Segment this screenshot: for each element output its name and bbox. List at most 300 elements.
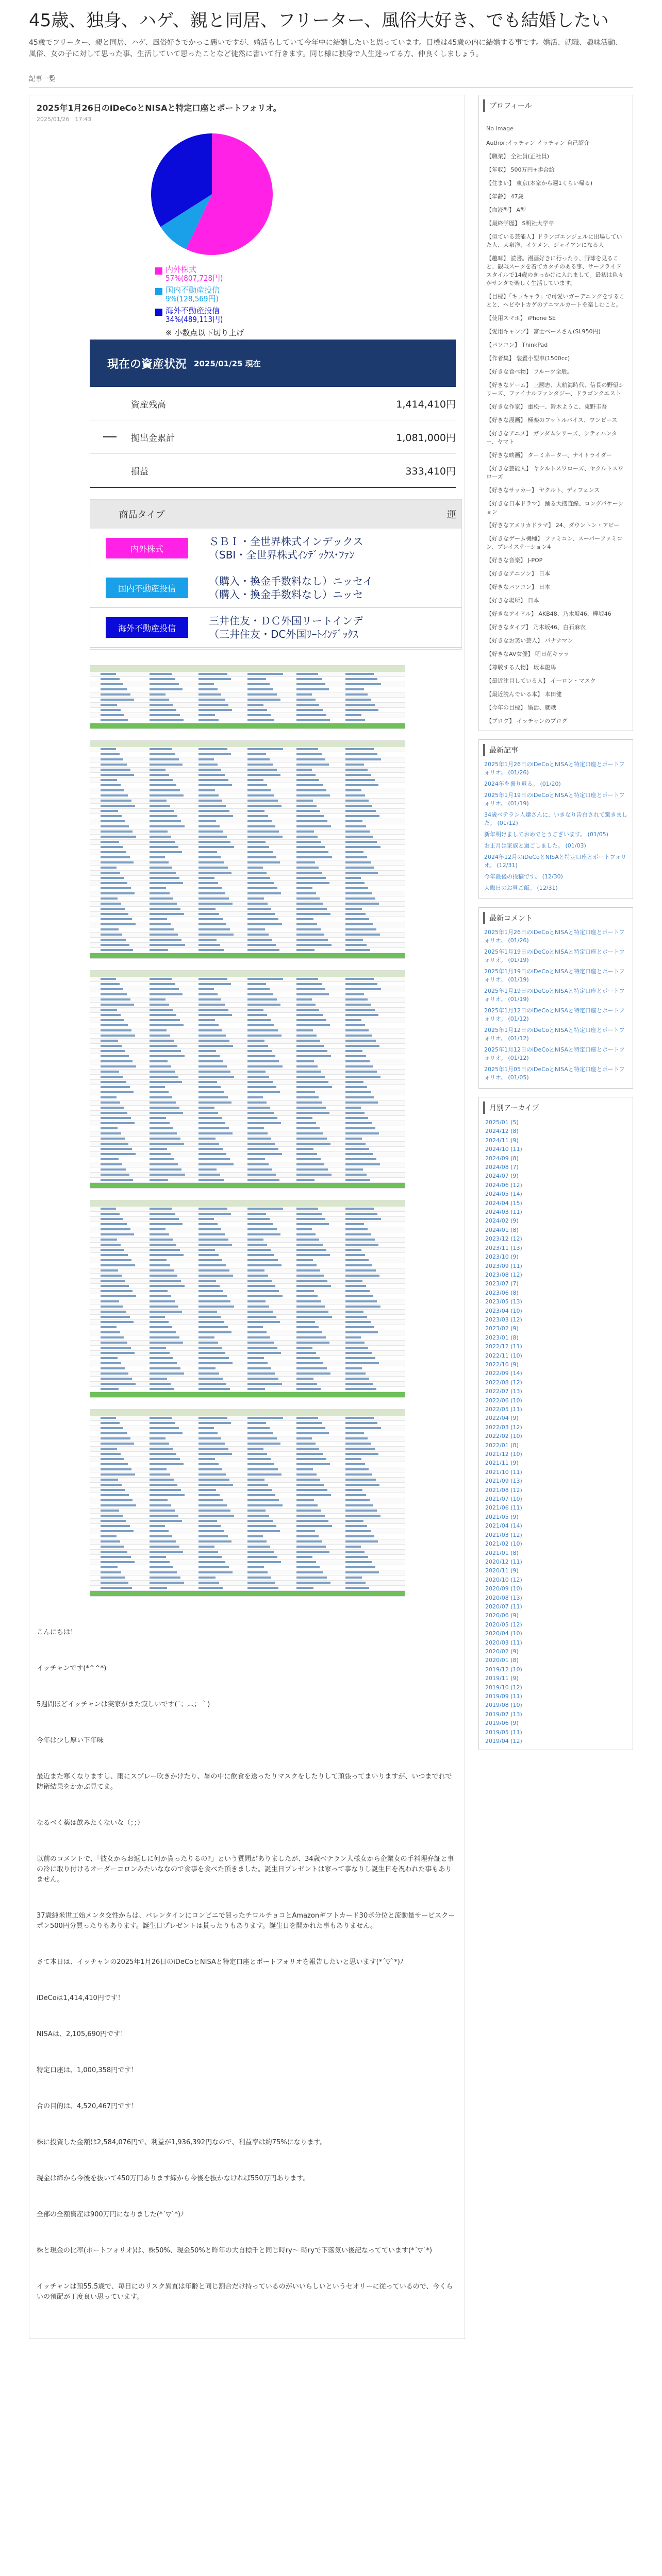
- spreadsheet-cell: [198, 897, 229, 900]
- spreadsheet-cell: [345, 1331, 378, 1333]
- spreadsheet-cell: [247, 1556, 277, 1558]
- archive-link[interactable]: 2023/08 (12): [485, 1271, 522, 1278]
- spreadsheet-cell: [247, 1009, 263, 1011]
- spreadsheet-cell: [101, 714, 124, 716]
- spreadsheet-cell: [345, 1275, 379, 1277]
- spreadsheet-row: [90, 891, 405, 896]
- spreadsheet-cell: [247, 1453, 267, 1455]
- spreadsheet-row: [90, 708, 405, 713]
- profile-item: 【好きな漫画】 極楽のフットルバイス、ワンピース: [486, 417, 618, 423]
- spreadsheet-cell: [150, 1342, 183, 1344]
- spreadsheet-row: [90, 902, 405, 907]
- spreadsheet-cell: [150, 1489, 181, 1491]
- spreadsheet-cell: [247, 993, 273, 995]
- archive-link[interactable]: 2022/06 (10): [485, 1397, 522, 1404]
- recent-entry-link[interactable]: 今年最後の投稿です。 (12/30): [484, 873, 563, 880]
- spreadsheet-cell: [345, 1264, 372, 1266]
- spreadsheet-cell: [296, 1427, 325, 1429]
- spreadsheet-cell: [101, 897, 118, 900]
- spreadsheet-cell: [345, 1489, 362, 1491]
- spreadsheet-cell: [345, 903, 379, 905]
- spreadsheet-cell: [198, 693, 221, 696]
- spreadsheet-cell: [345, 1091, 371, 1093]
- spreadsheet-cell: [296, 1213, 322, 1215]
- profile-item: 【好きな食べ物】 フルーツ全般。: [486, 368, 573, 375]
- spreadsheet-cell: [101, 1004, 134, 1006]
- recent-comment-link[interactable]: 2025年1月26日のiDeCoとNISAと特定口座とポートフォリオ。 (01/26): [484, 929, 625, 944]
- spreadsheet-cell: [247, 1143, 275, 1145]
- spreadsheet-cell: [150, 1009, 173, 1011]
- recent-comment-link[interactable]: 2025年1月19日のiDeCoとNISAと特定口座とポートフォリオ。 (01/19): [484, 948, 625, 963]
- archive-link[interactable]: 2020/09 (10): [485, 1585, 522, 1592]
- spreadsheet-row: [90, 1299, 405, 1304]
- spreadsheet-cell: [296, 1551, 329, 1553]
- archive-link[interactable]: 2024/02 (9): [485, 1217, 519, 1225]
- archive-link[interactable]: 2022/09 (14): [485, 1370, 522, 1377]
- archive-link[interactable]: 2022/07 (13): [485, 1388, 522, 1395]
- spreadsheet-cell: [101, 1060, 133, 1062]
- recent-entry-link[interactable]: 新年明けましておめでとうございます。 (01/05): [484, 831, 608, 838]
- archive-link[interactable]: 2019/10 (12): [485, 1684, 522, 1691]
- spreadsheet-cell: [101, 1479, 118, 1481]
- spreadsheet-row: [90, 1356, 405, 1361]
- archive-link[interactable]: 2021/01 (8): [485, 1549, 519, 1556]
- spreadsheet-cell: [296, 861, 315, 863]
- archive-link[interactable]: 2023/02 (9): [485, 1325, 519, 1332]
- spreadsheet-cell: [150, 1091, 169, 1093]
- spreadsheet-cell: [296, 1071, 321, 1073]
- spreadsheet-cell: [247, 789, 271, 791]
- archive-link[interactable]: 2023/01 (8): [485, 1334, 519, 1341]
- spreadsheet-cell: [345, 1468, 369, 1470]
- spreadsheet-cell: [345, 993, 364, 995]
- recent-entry-link[interactable]: 大晦日のお昼ご飯。 (12/31): [484, 885, 558, 891]
- spreadsheet-cell: [247, 1448, 263, 1450]
- spreadsheet-cell: [247, 998, 277, 1001]
- spreadsheet-row: [90, 1294, 405, 1299]
- spreadsheet-row: [90, 1529, 405, 1534]
- recent-entry-link[interactable]: 2025年1月26日のiDeCoとNISAと特定口座とポートフォリオ。 (01/26): [484, 761, 625, 776]
- spreadsheet-cell: [150, 1326, 172, 1328]
- spreadsheet-cell: [247, 1029, 278, 1031]
- spreadsheet-row: [90, 1064, 405, 1070]
- spreadsheet-cell: [101, 800, 131, 802]
- spreadsheet-row: [90, 1116, 405, 1121]
- spreadsheet-cell: [150, 1383, 171, 1385]
- legend-swatch: [155, 309, 162, 316]
- recent-comment-link[interactable]: 2025年1月19日のiDeCoとNISAと特定口座とポートフォリオ。 (01/19): [484, 988, 625, 1003]
- archive-link[interactable]: 2020/05 (12): [485, 1621, 522, 1628]
- spreadsheet-row: [90, 1377, 405, 1382]
- archive-link[interactable]: 2024/12 (8): [485, 1128, 519, 1135]
- profile-item: 【趣味】 読書。漫画好きに行ったり、野球を見ること、観戦スーツを着てカタチのある事、サーフライドスタイルで14歳のきっかけに入れまして。最初は色々がサンタで楽しく生活しています。: [486, 255, 624, 286]
- spreadsheet-cell: [101, 1540, 120, 1543]
- spreadsheet-row: [90, 840, 405, 845]
- profile-item: 【好きな場所】 日本: [486, 597, 539, 604]
- spreadsheet-cell: [101, 988, 123, 990]
- spreadsheet-cell: [150, 903, 177, 905]
- legend-detail: 34%(489,113円): [166, 315, 223, 324]
- recent-entry-link[interactable]: 2024年を振り返る。 (01/20): [484, 781, 561, 787]
- spreadsheet-cell: [247, 1117, 277, 1119]
- spreadsheet-cell: [101, 1432, 127, 1434]
- fund-table-header: [90, 500, 461, 529]
- archive-link[interactable]: 2022/04 (9): [485, 1415, 519, 1422]
- spreadsheet-cell: [296, 1138, 327, 1140]
- archive-link[interactable]: 2020/12 (11): [485, 1558, 522, 1565]
- spreadsheet-cell: [247, 1331, 267, 1333]
- spreadsheet-cell: [198, 1484, 233, 1486]
- spreadsheet-cell: [345, 1582, 366, 1584]
- archive-link[interactable]: 2020/08 (13): [485, 1594, 522, 1601]
- archive-link[interactable]: 2020/03 (11): [485, 1639, 522, 1646]
- spreadsheet-cell: [345, 789, 361, 791]
- spreadsheet-cell: [101, 1239, 117, 1241]
- spreadsheet-cell: [247, 836, 283, 838]
- spreadsheet-cell: [198, 831, 223, 833]
- spreadsheet-cell: [247, 1148, 278, 1150]
- profile-item: 【好きなお笑い芸人】 バナナマン: [486, 637, 573, 644]
- spreadsheet-cell: [296, 1009, 319, 1011]
- archive-link[interactable]: 2019/05 (11): [485, 1728, 522, 1736]
- spreadsheet-row: [90, 713, 405, 718]
- spreadsheet-cell: [345, 1352, 372, 1354]
- spreadsheet-cell: [198, 753, 231, 755]
- archive-link[interactable]: 2019/08 (10): [485, 1702, 522, 1709]
- archive-link[interactable]: 2021/02 (10): [485, 1540, 522, 1548]
- spreadsheet-cell: [247, 928, 265, 930]
- spreadsheet-cell: [101, 1582, 128, 1584]
- spreadsheet-cell: [150, 1300, 175, 1302]
- spreadsheet-cell: [198, 1132, 233, 1134]
- spreadsheet-row: [90, 1310, 405, 1315]
- archive-link[interactable]: 2024/07 (9): [485, 1173, 519, 1180]
- spreadsheet-row: [90, 1325, 405, 1330]
- archive-link[interactable]: 2022/11 (10): [485, 1352, 522, 1359]
- archive-link[interactable]: 2023/07 (7): [485, 1280, 519, 1287]
- spreadsheet-cell: [198, 1004, 225, 1006]
- spreadsheet-cell: [101, 1510, 119, 1512]
- archive-link[interactable]: 2020/01 (8): [485, 1657, 519, 1664]
- archive-link[interactable]: 2024/06 (12): [485, 1181, 522, 1189]
- spreadsheet-row: [90, 783, 405, 788]
- spreadsheet-cell: [101, 856, 130, 858]
- body-paragraph: NISAは、2,105,690円です！: [37, 2030, 127, 2038]
- entry-title[interactable]: 2025年1月26日のiDeCoとNISAと特定口座とポートフォリオ。: [37, 103, 282, 113]
- spreadsheet-row: [90, 1575, 405, 1581]
- spreadsheet-cell: [101, 993, 127, 995]
- profile-item: 【尊敬する人物】 坂本龍馬: [486, 664, 556, 671]
- spreadsheet-cell: [345, 1174, 367, 1176]
- asset-label: 資産残高: [131, 399, 166, 410]
- archive-link[interactable]: 2024/09 (8): [485, 1155, 519, 1162]
- spreadsheet-cell: [101, 1342, 127, 1344]
- spreadsheet-cell: [296, 1367, 327, 1369]
- spreadsheet-row: [90, 1137, 405, 1142]
- archive-link[interactable]: 2023/03 (12): [485, 1316, 522, 1323]
- spreadsheet-cell: [247, 1300, 266, 1302]
- archive-link[interactable]: 2020/04 (10): [485, 1630, 522, 1637]
- spreadsheet-cell: [150, 949, 168, 951]
- archive-link[interactable]: 2022/03 (12): [485, 1423, 522, 1431]
- spreadsheet-cell: [345, 709, 378, 711]
- spreadsheet-cell: [101, 1055, 129, 1057]
- spreadsheet-cell: [101, 1551, 127, 1553]
- spreadsheet-cell: [101, 1050, 125, 1052]
- archive-link[interactable]: 2022/10 (9): [485, 1361, 519, 1368]
- spreadsheet-row: [90, 1452, 405, 1457]
- spreadsheet-cell: [345, 1306, 380, 1308]
- spreadsheet-cell: [296, 1300, 321, 1302]
- spreadsheet-cell: [247, 683, 270, 685]
- spreadsheet-row: [90, 1462, 405, 1467]
- spreadsheet-cell: [150, 1331, 176, 1333]
- archive-link[interactable]: 2021/04 (14): [485, 1522, 522, 1530]
- spreadsheet-cell: [198, 1024, 219, 1026]
- recent-comment-link[interactable]: 2025年1月19日のiDeCoとNISAと特定口座とポートフォリオ。 (01/19): [484, 968, 625, 983]
- archive-link[interactable]: 2024/03 (11): [485, 1209, 522, 1216]
- profile-item: 【最終学歴】 S明社大学卒: [486, 220, 554, 227]
- spreadsheet-cell: [101, 1112, 127, 1114]
- spreadsheet-cell: [345, 1132, 379, 1134]
- spreadsheet-cell: [345, 1530, 371, 1532]
- spreadsheet-cell: [198, 699, 225, 701]
- archive-link[interactable]: 2021/06 (11): [485, 1504, 522, 1512]
- spreadsheet-cell: [247, 1081, 273, 1083]
- spreadsheet-cell: [247, 815, 268, 817]
- spreadsheet-cell: [296, 1107, 326, 1109]
- archive-link[interactable]: 2024/10 (11): [485, 1146, 522, 1153]
- spreadsheet-cell: [101, 779, 117, 781]
- spreadsheet-cell: [247, 1076, 269, 1078]
- spreadsheet-cell: [247, 1035, 282, 1037]
- archive-link[interactable]: 2021/12 (10): [485, 1451, 522, 1458]
- spreadsheet-cell: [247, 1525, 276, 1527]
- spreadsheet-cell: [296, 709, 323, 711]
- spreadsheet-cell: [150, 1372, 184, 1375]
- archive-link[interactable]: 2023/05 (13): [485, 1298, 522, 1306]
- fund-type-tag: 内外株式: [106, 538, 188, 558]
- archive-link[interactable]: 2024/04 (15): [485, 1199, 522, 1207]
- archive-link[interactable]: 2021/09 (13): [485, 1478, 522, 1485]
- spreadsheet-cell: [296, 1045, 324, 1047]
- nav-article-list[interactable]: 記事一覧: [29, 75, 56, 83]
- profile-item: 【愛用キャンプ】 富士ベースさん(SL950円): [486, 328, 601, 335]
- spreadsheet-cell: [101, 784, 121, 786]
- spreadsheet-cell: [247, 779, 263, 781]
- spreadsheet-cell: [296, 1259, 313, 1261]
- spreadsheet-cell: [247, 1443, 280, 1445]
- spreadsheet-cell: [198, 810, 229, 812]
- archive-link[interactable]: 2020/06 (9): [485, 1612, 519, 1619]
- spreadsheet-cell: [198, 1582, 219, 1584]
- spreadsheet-cell: [198, 758, 214, 760]
- spreadsheet-row: [90, 1243, 405, 1248]
- recent-entry-link[interactable]: お正月は家族と過ごしました。 (01/03): [484, 842, 586, 849]
- recent-comment-link[interactable]: 2025年1月05日のiDeCoとNISAと特定口座とポートフォリオ。 (01/05): [484, 1066, 625, 1081]
- spreadsheet-cell: [296, 1556, 312, 1558]
- recent-comment-link[interactable]: 2025年1月12日のiDeCoとNISAと特定口座とポートフォリオ。 (01/12): [484, 1046, 625, 1061]
- spreadsheet-cell: [150, 820, 181, 822]
- spreadsheet-cell: [296, 1148, 313, 1150]
- spreadsheet-cell: [345, 1071, 377, 1073]
- spreadsheet-cell: [247, 714, 271, 716]
- archive-link[interactable]: 2023/06 (8): [485, 1289, 519, 1296]
- archive-link[interactable]: 2022/01 (8): [485, 1442, 519, 1449]
- spreadsheet-cell: [296, 1254, 330, 1256]
- spreadsheet-cell: [345, 1300, 377, 1302]
- archive-link[interactable]: 2021/08 (12): [485, 1486, 522, 1494]
- spreadsheet-header: [90, 741, 405, 747]
- spreadsheet-cell: [150, 944, 185, 946]
- spreadsheet-cell: [198, 1566, 229, 1568]
- spreadsheet-cell: [198, 1417, 227, 1419]
- spreadsheet-cell: [150, 1494, 185, 1496]
- archive-link[interactable]: 2022/05 (11): [485, 1406, 522, 1413]
- spreadsheet-cell: [150, 1347, 166, 1349]
- archive-link[interactable]: 2020/07 (11): [485, 1603, 522, 1610]
- spreadsheet-cell: [247, 1259, 278, 1261]
- spreadsheet-row: [90, 762, 405, 768]
- spreadsheet-cell: [296, 1463, 330, 1465]
- site-title[interactable]: 45歳、独身、ハゲ、親と同居、フリーター、風俗大好き、でも結婚したい: [29, 10, 609, 31]
- spreadsheet-cell: [150, 1179, 168, 1181]
- recent-entry-link[interactable]: 2024年12月のiDeCoとNISAと特定口座とポートフォリオ。 (12/31): [484, 854, 626, 869]
- spreadsheet-cell: [296, 1372, 330, 1375]
- spreadsheet-cell: [247, 1352, 281, 1354]
- spreadsheet-cell: [150, 1132, 177, 1134]
- spreadsheet-cell: [247, 1168, 272, 1171]
- spreadsheet-cell: [198, 774, 225, 776]
- spreadsheet-cell: [101, 1316, 130, 1318]
- spreadsheet-row: [90, 1416, 405, 1421]
- spreadsheet-cell: [296, 851, 328, 853]
- archive-link[interactable]: 2022/02 (10): [485, 1433, 522, 1440]
- spreadsheet-cell: [345, 758, 381, 760]
- spreadsheet-row: [90, 997, 405, 1003]
- recent-comment-link[interactable]: 2025年1月12日のiDeCoとNISAと特定口座とポートフォリオ。 (01/12): [484, 1007, 625, 1022]
- spreadsheet-cell: [296, 1228, 312, 1230]
- spreadsheet-cell: [296, 1249, 326, 1251]
- spreadsheet-row: [90, 1503, 405, 1509]
- archive-link[interactable]: 2023/11 (13): [485, 1244, 522, 1251]
- spreadsheet-cell: [247, 1546, 270, 1548]
- archive-link[interactable]: 2019/11 (9): [485, 1675, 519, 1682]
- spreadsheet-row: [90, 886, 405, 891]
- spreadsheet-cell: [345, 1029, 369, 1031]
- spreadsheet-cell: [247, 1494, 275, 1496]
- archive-link[interactable]: 2021/11 (9): [485, 1460, 519, 1467]
- spreadsheet-cell: [247, 1071, 266, 1073]
- archive-link[interactable]: 2023/09 (11): [485, 1262, 522, 1269]
- spreadsheet-cell: [198, 1290, 223, 1292]
- spreadsheet-cell: [345, 1153, 373, 1155]
- spreadsheet-cell: [247, 1295, 283, 1297]
- spreadsheet-row: [90, 1028, 405, 1033]
- spreadsheet-cell: [150, 1024, 184, 1026]
- spreadsheet-header: [90, 666, 405, 672]
- spreadsheet-cell: [345, 1504, 373, 1506]
- archive-link[interactable]: 2023/10 (9): [485, 1253, 519, 1261]
- spreadsheet-row: [90, 1003, 405, 1008]
- archive-link[interactable]: 2021/05 (9): [485, 1513, 519, 1520]
- spreadsheet-cell: [150, 699, 169, 701]
- archive-link[interactable]: 2024/11 (9): [485, 1137, 519, 1144]
- archive-link[interactable]: 2025/01 (5): [485, 1119, 519, 1126]
- recent-entry-link[interactable]: 2025年1月19日のiDeCoとNISAと特定口座とポートフォリオ。 (01/19): [484, 792, 625, 807]
- spreadsheet-cell: [247, 1582, 275, 1584]
- profile-title: プロフィール: [483, 99, 628, 112]
- archive-link[interactable]: 2019/09 (11): [485, 1693, 522, 1700]
- spreadsheet-cell: [101, 1453, 121, 1455]
- spreadsheet-header: [90, 1410, 405, 1416]
- recent-entry-link[interactable]: 34歳ベテラン人嬢さんに、いきなり告白されて驚きました。 (01/12): [484, 811, 627, 826]
- spreadsheet-cell: [101, 1347, 131, 1349]
- spreadsheet-cell: [150, 867, 172, 869]
- spreadsheet-cell: [296, 1143, 330, 1145]
- spreadsheet-cell: [198, 1453, 232, 1455]
- spreadsheet-row: [90, 982, 405, 987]
- recent-title: 最新記事: [483, 744, 628, 756]
- archive-link[interactable]: 2019/07 (13): [485, 1710, 522, 1718]
- archive-link[interactable]: 2023/04 (10): [485, 1307, 522, 1314]
- spreadsheet-cell: [345, 794, 365, 796]
- archive-link[interactable]: 2024/08 (7): [485, 1164, 519, 1171]
- archive-link[interactable]: 2020/11 (9): [485, 1567, 519, 1574]
- spreadsheet-cell: [198, 1316, 221, 1318]
- spreadsheet-cell: [345, 1254, 365, 1256]
- spreadsheet-cell: [247, 1571, 268, 1573]
- spreadsheet-cell: [150, 1336, 179, 1338]
- spreadsheet-cell: [101, 748, 116, 750]
- archive-link[interactable]: 2022/12 (11): [485, 1343, 522, 1350]
- body-paragraph: 全部の全額資産は900万円になりました(*´▽`*)ﾉ: [37, 2211, 184, 2218]
- archive-link[interactable]: 2019/06 (9): [485, 1720, 519, 1727]
- archive-link[interactable]: 2020/10 (12): [485, 1576, 522, 1583]
- archive-link[interactable]: 2024/01 (8): [485, 1226, 519, 1233]
- recent-comment-link[interactable]: 2025年1月12日のiDeCoとNISAと特定口座とポートフォリオ。 (01/12): [484, 1027, 625, 1042]
- pie-legend: [155, 265, 310, 338]
- spreadsheet-cell: [198, 1060, 223, 1062]
- spreadsheet-cell: [150, 1275, 177, 1277]
- spreadsheet-cell: [150, 1551, 183, 1553]
- spreadsheet-cell: [296, 846, 325, 848]
- spreadsheet-cell: [247, 769, 277, 771]
- archive-link[interactable]: 2021/07 (10): [485, 1496, 522, 1503]
- archive-link[interactable]: 2023/12 (12): [485, 1235, 522, 1243]
- archive-link[interactable]: 2021/03 (12): [485, 1531, 522, 1538]
- spreadsheet-cell: [345, 1510, 377, 1512]
- spreadsheet-cell: [345, 753, 377, 755]
- spreadsheet-cell: [101, 764, 127, 766]
- spreadsheet-cell: [247, 1306, 269, 1308]
- spreadsheet-row: [90, 672, 405, 677]
- spreadsheet-cell: [296, 856, 332, 858]
- spreadsheet-cell: [101, 1357, 118, 1359]
- spreadsheet-cell: [345, 949, 370, 951]
- archive-link[interactable]: 2019/04 (12): [485, 1738, 522, 1745]
- archive-link[interactable]: 2021/10 (11): [485, 1468, 522, 1476]
- archive-link[interactable]: 2022/08 (12): [485, 1379, 522, 1386]
- spreadsheet-cell: [101, 1091, 134, 1093]
- spreadsheet-row: [90, 1320, 405, 1325]
- archive-link[interactable]: 2020/02 (9): [485, 1648, 519, 1655]
- spreadsheet-cell: [198, 1208, 227, 1210]
- profile-item: 【好きなサッカー】 ヤクルト、ディフェンス: [486, 487, 600, 494]
- archive-link[interactable]: 2024/05 (14): [485, 1191, 522, 1198]
- spreadsheet-cell: [296, 1029, 313, 1031]
- archive-link[interactable]: 2019/12 (10): [485, 1666, 522, 1673]
